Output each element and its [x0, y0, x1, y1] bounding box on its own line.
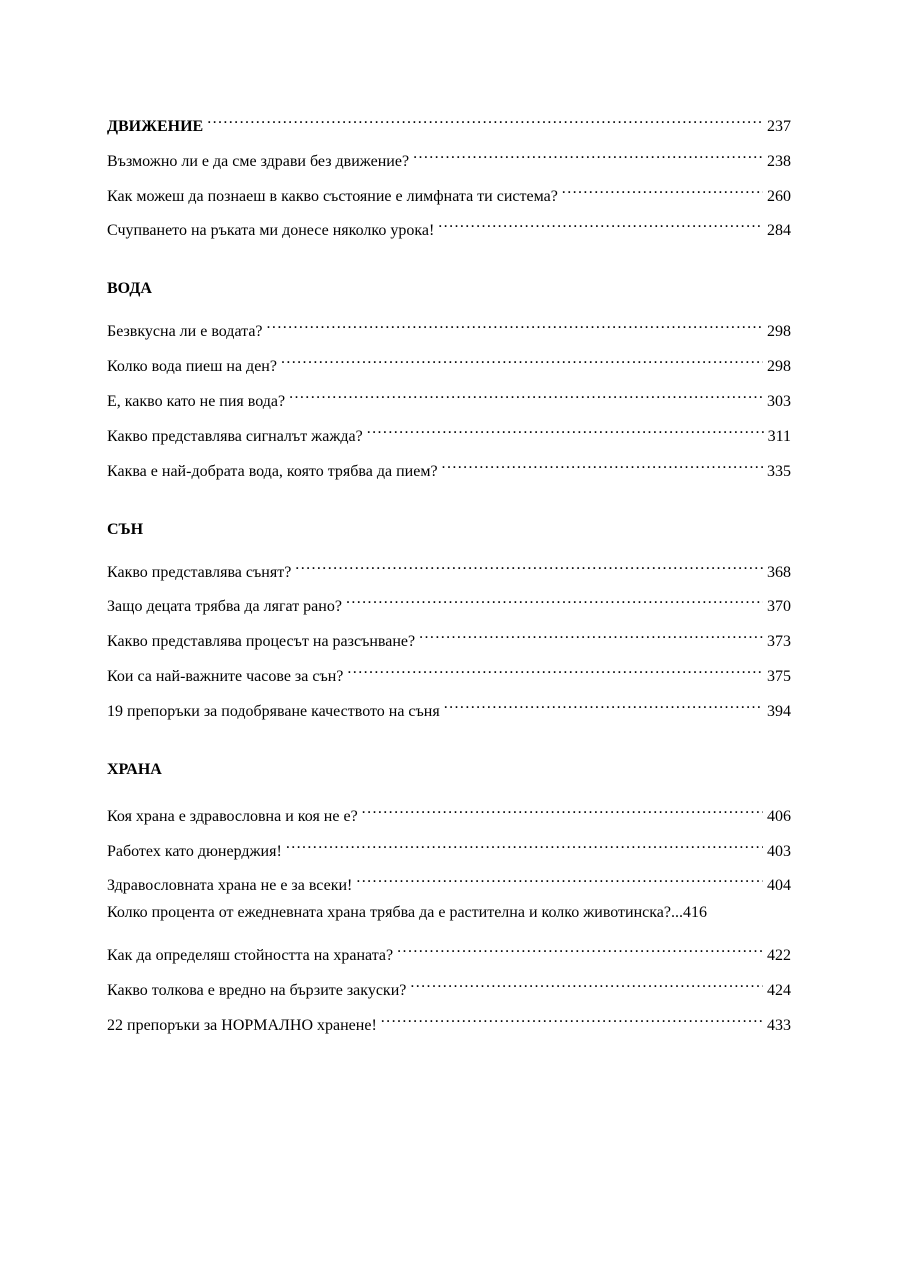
toc-entry [107, 797, 791, 825]
dot-leader [410, 971, 763, 995]
toc-section-movement [107, 107, 791, 240]
dot-leader [286, 832, 763, 856]
page-number: 260 [767, 187, 791, 205]
section-title: СЪН [107, 520, 144, 538]
toc-entry [107, 452, 791, 480]
page-number: 373 [767, 633, 791, 651]
page-number: 416 [683, 904, 708, 922]
dot-leader [444, 692, 763, 716]
dot-leader [442, 452, 763, 476]
toc-entry [107, 657, 791, 685]
toc-entry [107, 347, 791, 376]
toc-entry [107, 901, 791, 925]
entry-title: Коя храна е здравословна и коя не е? [107, 807, 358, 825]
page-number: 237 [767, 118, 791, 135]
entry-title: Защо децата трябва да лягат рано? [107, 598, 342, 616]
page-number: 424 [767, 981, 791, 999]
toc-entry [107, 211, 791, 240]
toc-entry [107, 832, 791, 860]
toc-entry [107, 382, 791, 410]
entry-title: Колко вода пиеш на ден? [107, 358, 277, 376]
entry-title: 19 препоръки за подобряване качеството на съня [107, 702, 440, 720]
toc-entry [107, 622, 791, 651]
dot-leader [207, 107, 763, 131]
page-number: 238 [767, 152, 791, 170]
entry-title: Как можеш да познаеш в какво състояние е лимфната ти система? [107, 187, 558, 205]
dot-leader [381, 1006, 763, 1030]
page-number: 422 [767, 946, 791, 964]
toc-entry [107, 142, 791, 170]
page-number: 335 [767, 462, 791, 480]
page-number: 433 [767, 1016, 791, 1034]
page-number: 298 [767, 358, 791, 376]
entry-title: Е, какво като не пия вода? [107, 392, 286, 410]
toc-entry [107, 553, 791, 581]
entry-title: Колко процента от ежедневната храна трябва да е растителна и колко животинска?... [107, 904, 684, 922]
page-number: 303 [767, 392, 791, 410]
section-title: ДВИЖЕНИЕ [107, 118, 204, 135]
dot-leader [438, 211, 763, 235]
toc-entry [107, 692, 791, 720]
toc-section-sleep [107, 518, 791, 720]
toc-entry [107, 971, 791, 999]
dot-leader [562, 177, 763, 201]
dot-leader [367, 417, 764, 441]
entry-title: Какво представлява процесът на разсънване? [107, 633, 416, 651]
page-number: 394 [767, 702, 791, 720]
dot-leader [295, 553, 763, 577]
entry-title: Възможно ли е да сме здрави без движение? [107, 152, 410, 170]
toc-section-water [107, 277, 791, 480]
dot-leader [346, 587, 763, 611]
entry-title: Безвкусна ли е водата? [107, 323, 263, 341]
toc-entry [107, 1006, 791, 1034]
toc-entry [107, 177, 791, 205]
page-number: 370 [767, 598, 791, 616]
dot-leader [413, 142, 763, 166]
dot-leader [362, 797, 763, 821]
dot-leader [347, 657, 763, 681]
dot-leader [397, 936, 763, 960]
entry-title: Кои са най-важните часове за сън? [107, 667, 344, 685]
entry-title: Какво толкова е вредно на бързите закуски? [107, 981, 407, 999]
page-number: 406 [767, 807, 791, 825]
entry-title: Каква е най-добрата вода, която трябва да пием? [107, 462, 438, 480]
page-number: 311 [767, 427, 791, 445]
section-title: ХРАНА [107, 760, 162, 778]
page-number: 403 [767, 842, 791, 860]
entry-title: Работех като дюнерджия! [107, 842, 282, 860]
entry-title: Какво представлява сигналът жажда? [107, 427, 363, 445]
entry-title: Счупването на ръката ми донесе няколко урока! [107, 222, 435, 240]
toc-section-heading-row [107, 107, 791, 135]
section-title: ВОДА [107, 280, 152, 298]
entry-title: Здравословната храна не е за всеки! [107, 877, 353, 895]
dot-leader [281, 347, 763, 371]
toc-section-food [107, 758, 791, 1034]
page-number: 284 [767, 222, 791, 240]
page-number: 404 [767, 877, 791, 895]
dot-leader [419, 622, 763, 646]
toc-entry [107, 936, 791, 964]
page-number: 368 [767, 563, 791, 581]
page-number: 375 [767, 667, 791, 685]
entry-title: 22 препоръки за НОРМАЛНО хранене! [107, 1016, 377, 1034]
dot-leader [356, 866, 763, 890]
toc-entry [107, 417, 791, 445]
page-number: 298 [767, 323, 791, 341]
toc-entry [107, 866, 791, 895]
entry-title: Какво представлява сънят? [107, 563, 292, 581]
toc-entry [107, 312, 791, 341]
dot-leader [289, 382, 763, 406]
table-of-contents [107, 107, 791, 1072]
toc-entry [107, 587, 791, 616]
dot-leader [267, 312, 763, 336]
entry-title: Как да определяш стойността на храната? [107, 946, 394, 964]
